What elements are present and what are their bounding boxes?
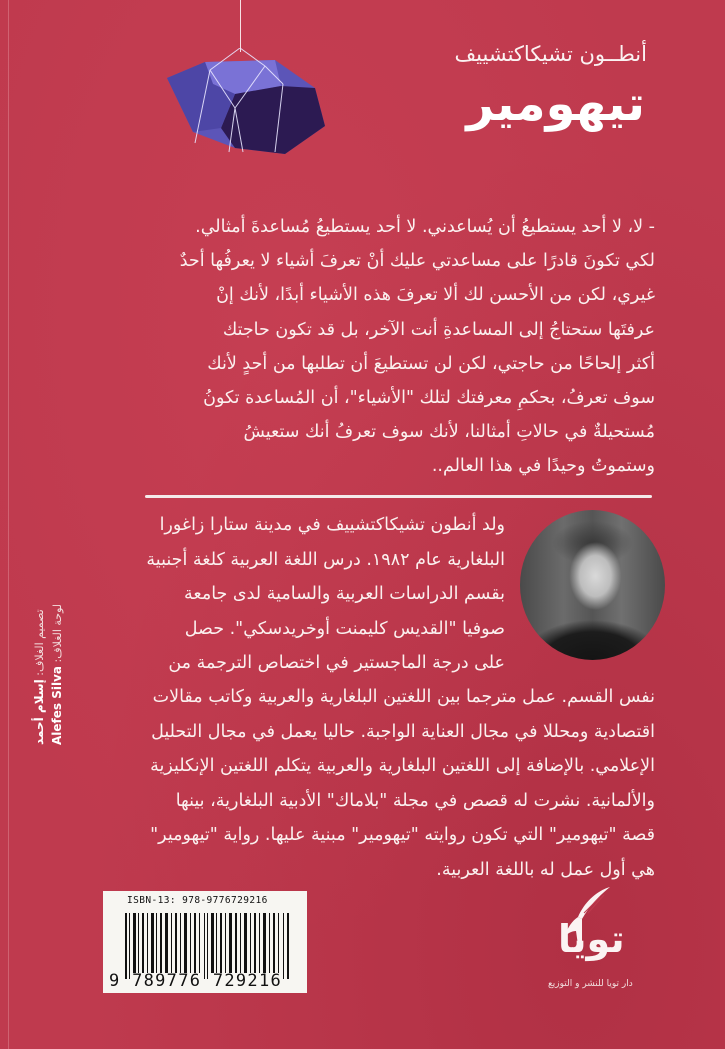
bio-line: قصة "تيهومير" التي تكون روايته "تيهومير" مبنية عليها. رواية "تيهومير" — [150, 825, 655, 845]
bio-line: الإعلامي. بالإضافة إلى اللغتين البلغارية والعربية يتكلم اللغتين الإنكليزية — [150, 756, 655, 776]
section-divider — [145, 495, 652, 498]
barcode-bars — [125, 913, 290, 973]
hanging-string — [240, 0, 241, 52]
excerpt-line: مُستحيلةٌ في حالاتِ أمثالنا، لأنك سوف تعرفُ أنك ستعيشُ — [243, 422, 655, 443]
bio-line: هي أول عمل له باللغة العربية. — [436, 859, 655, 880]
author-bio-bottom — [140, 680, 655, 887]
isbn-barcode — [103, 891, 307, 993]
bio-line: اقتصادية ومحللا في مجال العناية الواجبة. حاليا يعمل في مجال التحليل — [151, 721, 655, 742]
excerpt-line: لكي تكونَ قادرًا على مساعدتي عليك أنْ تعرفَ أشياء لا يعرفُها أحدٌ — [179, 251, 655, 272]
excerpt-line: - لا، لا أحد يستطيعُ أن يُساعدني. لا أحد يستطيعُ مُساعدةَ أمثالي. — [195, 217, 655, 237]
bio-line: والألمانية. نشرت له قصص في مجلة "بلاماك" الأدبية البلغارية، بينها — [175, 790, 655, 811]
spine-edge — [8, 0, 9, 1049]
bio-line: بقسم الدراسات العربية والسامية لدى جامعة — [184, 584, 505, 604]
excerpt-line: عرفتَها ستحتاجُ إلى المساعدةِ أنت الآخر، بل قد تكون حاجتك — [222, 319, 655, 340]
bio-line: على درجة الماجستير في اختصاص الترجمة من — [168, 653, 505, 673]
author-name: أنطــون تشيكاكتشييف — [454, 42, 647, 66]
author-photo — [520, 510, 665, 660]
cover-design-label: تصميم الغلاف: — [33, 609, 46, 676]
excerpt-line: غيري، لكن من الأحسن لك ألا تعرفَ هذه الأشياء أبدًا، لأنك إنْ — [216, 285, 655, 306]
isbn-label: ISBN-13: 978-9776729216 — [127, 895, 268, 906]
excerpt-line: سوف تعرفُ، بحكمِ معرفتك لتلك "الأشياء"، أن المُساعدة تكونُ — [203, 388, 655, 409]
bio-line: ولد أنطون تشيكاكتشييف في مدينة ستارا زاغورا — [159, 515, 505, 535]
publisher-logo — [548, 885, 698, 995]
book-excerpt — [140, 210, 655, 484]
barcode-digits: 9 789776 729216 — [109, 971, 283, 991]
cover-art-label: لوحة الغلاف: — [51, 603, 64, 663]
publisher-subtitle: دار تويا للنشر و التوزيع — [548, 979, 633, 989]
bio-line: صوفيا "القديس كليمنت أوخريدسكي". حصل — [184, 618, 505, 639]
cover-credits — [30, 555, 80, 745]
book-title: تيهومير — [466, 76, 645, 132]
cover-design-credit — [32, 609, 46, 745]
hanging-stone-illustration — [165, 48, 325, 154]
excerpt-line: وستموتُ وحيدًا في هذا العالم.. — [431, 456, 655, 477]
cover-art-credit — [50, 604, 64, 745]
cover-design-name: إسلام أحمد — [32, 679, 46, 745]
bio-line: البلغارية عام ١٩٨٢. درس اللغة العربية كلغة أجنبية — [146, 549, 505, 570]
publisher-name: تويا — [558, 917, 625, 961]
cover-art-name: Alefes Silva — [50, 665, 64, 745]
author-bio-top — [140, 508, 505, 681]
excerpt-line: أكثر إلحاحًا من حاجتي، لكن لن تستطيعَ أن تطلبها من أحدٍ لأنك — [207, 353, 655, 374]
bio-line: نفس القسم. عمل مترجما بين اللغتين البلغارية والعربية وكاتب مقالات — [152, 687, 655, 707]
